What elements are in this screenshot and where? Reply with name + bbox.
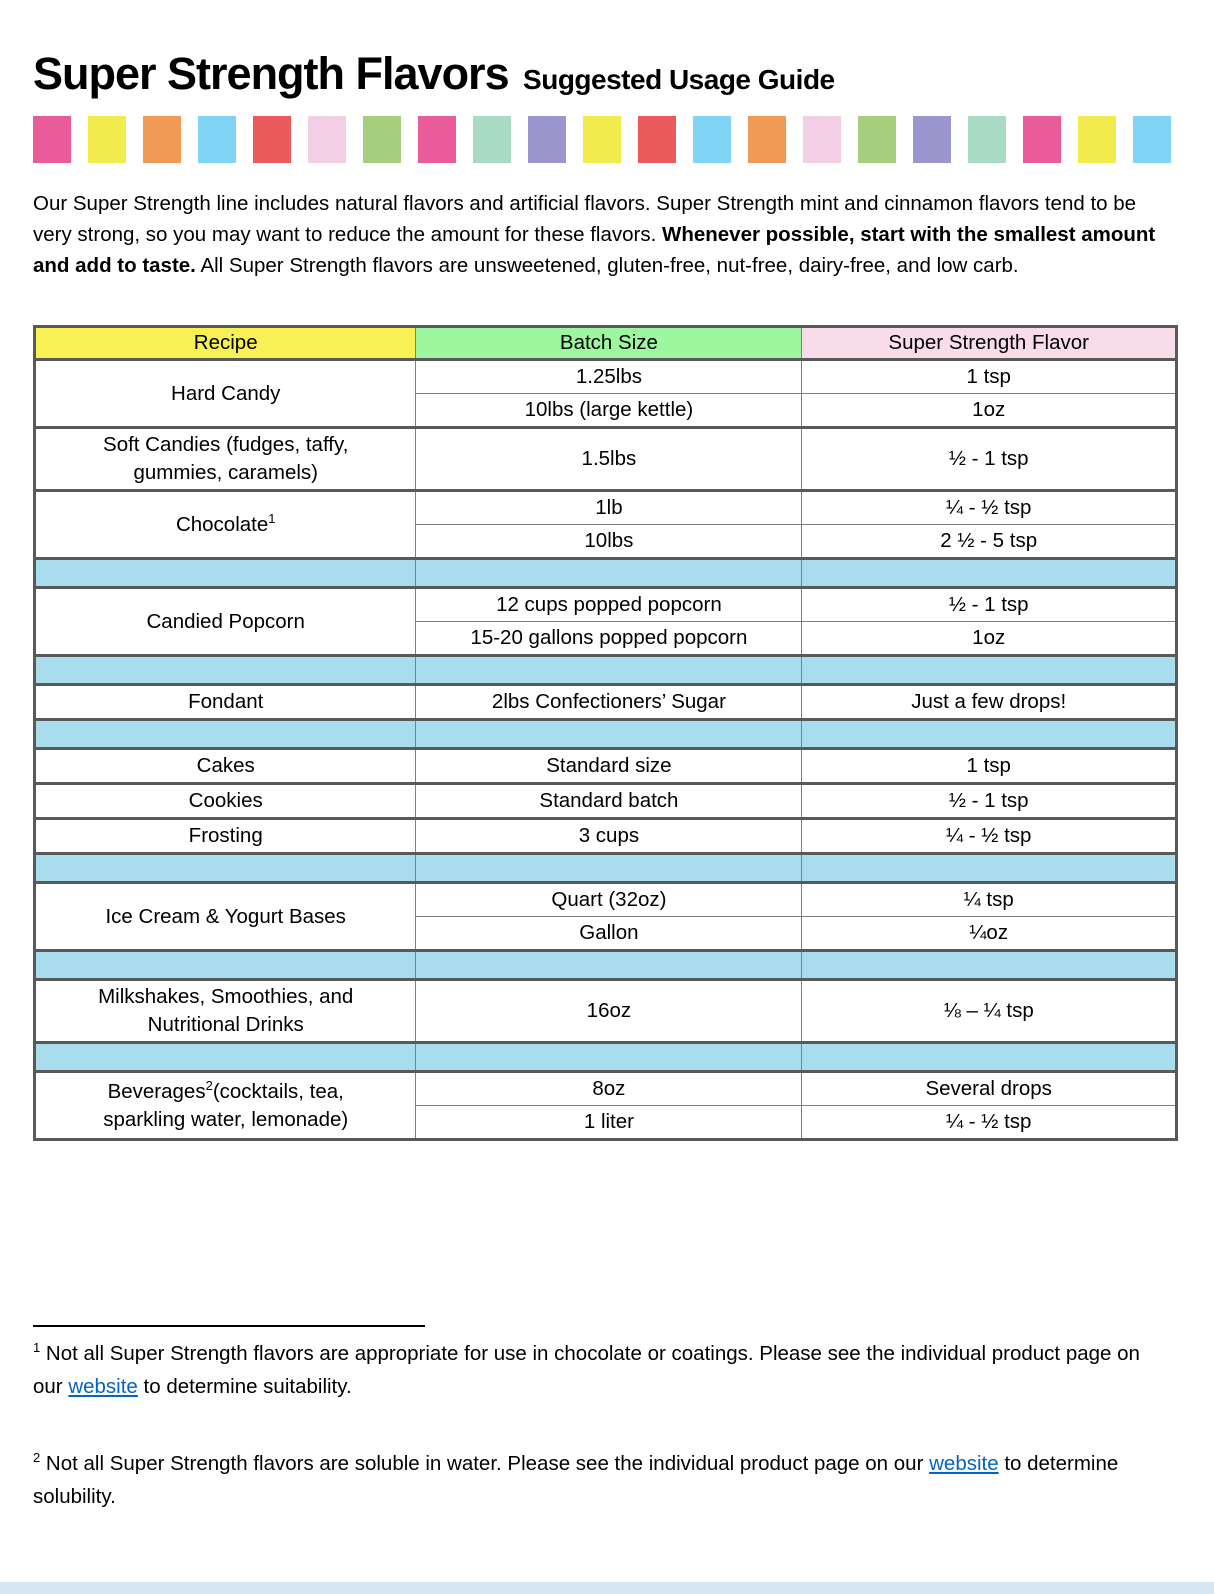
batch-size-cell: 8oz bbox=[416, 1072, 802, 1106]
flavor-amount-cell: ½ - 1 tsp bbox=[802, 784, 1177, 819]
table-row bbox=[35, 360, 1177, 394]
spacer-cell bbox=[416, 854, 802, 883]
doc-subtitle: Suggested Usage Guide bbox=[523, 64, 835, 95]
table-row bbox=[35, 883, 1177, 917]
color-square bbox=[913, 116, 951, 163]
column-header: Super Strength Flavor bbox=[802, 327, 1177, 360]
footnote-2-text: Not all Super Strength flavors are soluble in water. Please see the individual product page on our bbox=[40, 1452, 930, 1475]
footnote-1-text: Not all Super Strength flavors are appropriate for use in chocolate or coatings. Please see the individual product page on our bbox=[33, 1342, 1140, 1398]
table-row bbox=[35, 588, 1177, 622]
spacer-cell bbox=[35, 656, 416, 685]
flavor-amount-cell: Several drops bbox=[802, 1072, 1177, 1106]
doc-title: Super Strength Flavors bbox=[33, 48, 509, 99]
spacer-cell bbox=[35, 951, 416, 980]
footnote-reference: 1 bbox=[268, 510, 276, 526]
color-square bbox=[1078, 116, 1116, 163]
recipe-cell: Frosting bbox=[35, 819, 416, 854]
spacer-cell bbox=[802, 656, 1177, 685]
flavor-amount-cell: ¼ - ½ tsp bbox=[802, 819, 1177, 854]
batch-size-cell: 16oz bbox=[416, 980, 802, 1043]
footnote-separator bbox=[33, 1325, 425, 1327]
color-square bbox=[968, 116, 1006, 163]
recipe-cell: Beverages$^2$(cocktails, tea, sparkling water, lemonade) bbox=[35, 1072, 416, 1140]
spacer-cell bbox=[802, 951, 1177, 980]
color-square bbox=[473, 116, 511, 163]
intro-text-1: Our Super Strength line includes natural flavors and artificial flavors. Super Strength mint and cinnamon flavors tend to be very strong, so you may want to reduce the amount for these flavors. bbox=[33, 192, 1137, 246]
spacer-row bbox=[35, 656, 1177, 685]
recipe-cell: Hard Candy bbox=[35, 360, 416, 428]
color-square bbox=[693, 116, 731, 163]
flavor-amount-cell: ⅛ – ¼ tsp bbox=[802, 980, 1177, 1043]
footnote-2-text-end: to determine solubility. bbox=[33, 1452, 1119, 1508]
footnote-1-text-end: to determine suitability. bbox=[137, 1375, 352, 1398]
batch-size-cell: Quart (32oz) bbox=[416, 883, 802, 917]
batch-size-cell: 10lbs bbox=[416, 525, 802, 559]
spacer-cell bbox=[416, 951, 802, 980]
table-row bbox=[35, 784, 1177, 819]
column-header: Batch Size bbox=[416, 327, 802, 360]
recipe-cell: Soft Candies (fudges, taffy, gummies, caramels) bbox=[35, 428, 416, 491]
intro-text-2: All Super Strength flavors are unsweetened, gluten-free, nut-free, dairy-free, and low carb. bbox=[195, 254, 1019, 277]
table-row bbox=[35, 491, 1177, 525]
spacer-cell bbox=[416, 1043, 802, 1072]
column-header: Recipe bbox=[35, 327, 416, 360]
recipe-cell: Cakes bbox=[35, 749, 416, 784]
recipe-cell: Ice Cream & Yogurt Bases bbox=[35, 883, 416, 951]
flavor-amount-cell: ¼ - ½ tsp bbox=[802, 1106, 1177, 1140]
spacer-cell bbox=[802, 559, 1177, 588]
spacer-row bbox=[35, 720, 1177, 749]
spacer-row bbox=[35, 854, 1177, 883]
flavor-amount-cell: 1 tsp bbox=[802, 749, 1177, 784]
spacer-cell bbox=[802, 1043, 1177, 1072]
color-square bbox=[33, 116, 71, 163]
spacer-row bbox=[35, 559, 1177, 588]
spacer-row bbox=[35, 1043, 1177, 1072]
flavor-amount-cell: 2 ½ - 5 tsp bbox=[802, 525, 1177, 559]
intro-bold-text: Whenever possible, start with the smallest amount and add to taste. bbox=[33, 223, 1156, 277]
spacer-cell bbox=[416, 559, 802, 588]
table-row bbox=[35, 819, 1177, 854]
footnote-1-marker: 1 bbox=[33, 1340, 41, 1356]
color-square bbox=[143, 116, 181, 163]
batch-size-cell: Gallon bbox=[416, 917, 802, 951]
batch-size-cell: 15-20 gallons popped popcorn bbox=[416, 622, 802, 656]
recipe-cell: Milkshakes, Smoothies, and Nutritional Drinks bbox=[35, 980, 416, 1043]
batch-size-cell: Standard batch bbox=[416, 784, 802, 819]
color-square bbox=[638, 116, 676, 163]
color-square bbox=[583, 116, 621, 163]
flavor-amount-cell: ¼oz bbox=[802, 917, 1177, 951]
spacer-row bbox=[35, 951, 1177, 980]
batch-size-cell: 3 cups bbox=[416, 819, 802, 854]
recipe-cell: Chocolate$^1$ bbox=[35, 491, 416, 559]
flavor-amount-cell: ¼ tsp bbox=[802, 883, 1177, 917]
flavor-amount-cell: 1 tsp bbox=[802, 360, 1177, 394]
table-row bbox=[35, 980, 1177, 1043]
spacer-cell bbox=[416, 656, 802, 685]
color-square bbox=[748, 116, 786, 163]
next-page-edge bbox=[0, 1582, 1214, 1594]
table-header-row bbox=[35, 327, 1177, 360]
recipe-cell: Fondant bbox=[35, 685, 416, 720]
website-link-1[interactable]: website bbox=[68, 1375, 138, 1398]
flavor-amount-cell: ¼ - ½ tsp bbox=[802, 491, 1177, 525]
table-row bbox=[35, 1072, 1177, 1106]
color-square bbox=[803, 116, 841, 163]
footnote-2 bbox=[33, 1447, 1173, 1513]
color-square bbox=[528, 116, 566, 163]
flavor-amount-cell: ½ - 1 tsp bbox=[802, 428, 1177, 491]
intro-paragraph bbox=[33, 188, 1173, 281]
flavor-amount-cell: ½ - 1 tsp bbox=[802, 588, 1177, 622]
batch-size-cell: 1.25lbs bbox=[416, 360, 802, 394]
spacer-cell bbox=[416, 720, 802, 749]
color-square bbox=[253, 116, 291, 163]
color-square bbox=[1023, 116, 1061, 163]
spacer-cell bbox=[35, 559, 416, 588]
color-square bbox=[418, 116, 456, 163]
spacer-cell bbox=[35, 1043, 416, 1072]
recipe-cell: Cookies bbox=[35, 784, 416, 819]
batch-size-cell: Standard size bbox=[416, 749, 802, 784]
flavor-amount-cell: Just a few drops! bbox=[802, 685, 1177, 720]
table-row bbox=[35, 685, 1177, 720]
spacer-cell bbox=[35, 854, 416, 883]
spacer-cell bbox=[802, 854, 1177, 883]
batch-size-cell: 1 liter bbox=[416, 1106, 802, 1140]
table-row bbox=[35, 428, 1177, 491]
footnote-1 bbox=[33, 1337, 1173, 1403]
color-square bbox=[308, 116, 346, 163]
color-square bbox=[363, 116, 401, 163]
color-square bbox=[1133, 116, 1171, 163]
website-link-2[interactable]: website bbox=[929, 1452, 999, 1475]
flavor-amount-cell: 1oz bbox=[802, 622, 1177, 656]
recipe-cell: Candied Popcorn bbox=[35, 588, 416, 656]
batch-size-cell: 10lbs (large kettle) bbox=[416, 394, 802, 428]
batch-size-cell: 1lb bbox=[416, 491, 802, 525]
footnote-reference: 2 bbox=[205, 1077, 213, 1093]
spacer-cell bbox=[35, 720, 416, 749]
color-square bbox=[88, 116, 126, 163]
usage-table bbox=[33, 325, 1178, 1141]
flavor-amount-cell: 1oz bbox=[802, 394, 1177, 428]
batch-size-cell: 12 cups popped popcorn bbox=[416, 588, 802, 622]
color-squares bbox=[33, 116, 1178, 163]
color-square bbox=[858, 116, 896, 163]
page-title bbox=[33, 48, 1178, 100]
footnote-2-marker: 2 bbox=[33, 1450, 41, 1466]
batch-size-cell: 2lbs Confectioners’ Sugar bbox=[416, 685, 802, 720]
usage-table-body bbox=[35, 360, 1177, 1140]
color-square bbox=[198, 116, 236, 163]
table-row bbox=[35, 749, 1177, 784]
batch-size-cell: 1.5lbs bbox=[416, 428, 802, 491]
spacer-cell bbox=[802, 720, 1177, 749]
